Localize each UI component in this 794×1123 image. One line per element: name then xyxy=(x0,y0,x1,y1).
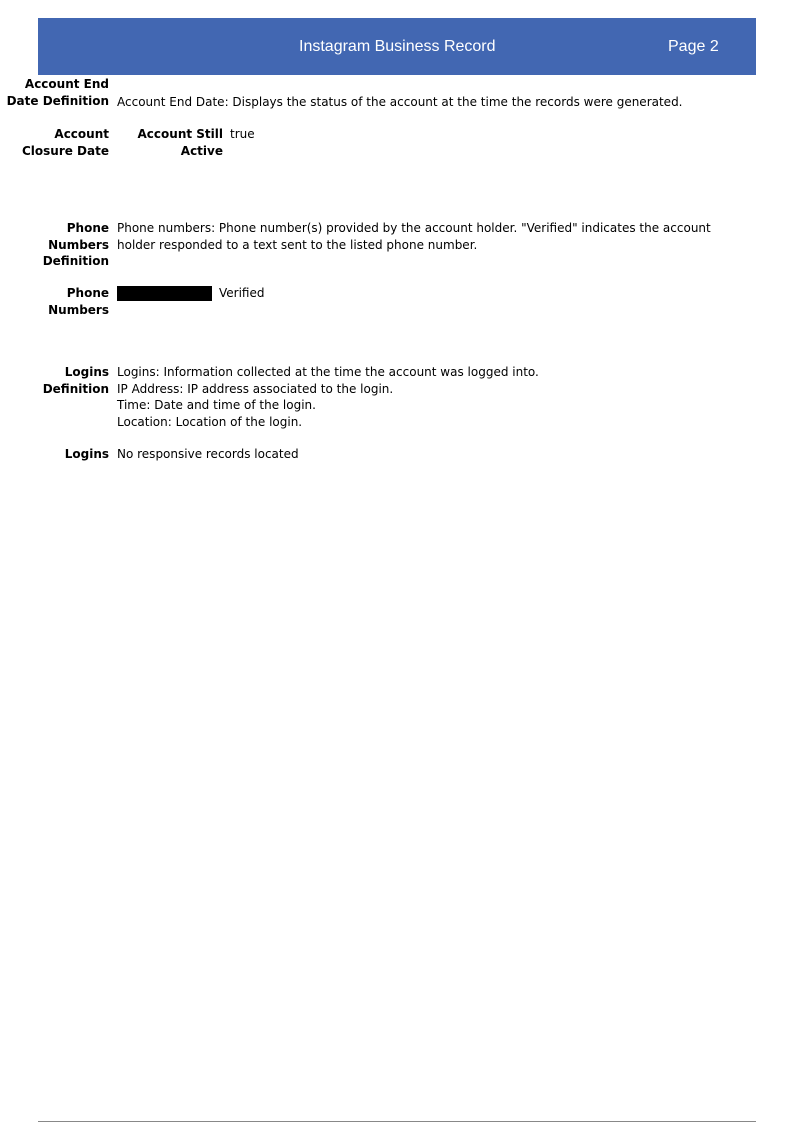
phone-numbers-definition-label: Phone Numbers Definition xyxy=(42,221,109,269)
logins-definition-line: Location: Location of the login. xyxy=(117,415,303,430)
account-end-date-definition-text: Account End Date: Displays the status of the account at the time the records were generated. xyxy=(117,95,683,109)
logins-definition-label: Logins Definition xyxy=(42,365,109,396)
logins-value: No responsive records located xyxy=(117,447,299,461)
account-closure-date-label: Account Closure Date xyxy=(21,127,109,158)
logins-definition-line: IP Address: IP address associated to the login. xyxy=(117,381,394,396)
phone-numbers-definition-text: Phone numbers: Phone number(s) provided by the account holder. "Verified" indicates the account holder responded to a text sent to the listed phone number. xyxy=(117,221,711,252)
redacted-phone-number xyxy=(117,286,212,301)
phone-verified-status: Verified xyxy=(219,286,265,300)
footer-divider xyxy=(38,1121,756,1122)
logins-label: Logins xyxy=(64,447,109,461)
record-header xyxy=(38,18,756,75)
page-number: Page 2 xyxy=(668,38,719,55)
logins-definition-line: Logins: Information collected at the time the account was logged into. xyxy=(117,365,539,379)
account-end-date-definition-label: Account End Date Definition xyxy=(6,77,109,108)
record-title: Instagram Business Record xyxy=(299,38,496,55)
logins-definition-text xyxy=(117,364,539,431)
account-still-active-label: Account Still Active xyxy=(137,127,223,158)
logins-definition-line: Time: Date and time of the login. xyxy=(117,398,316,413)
phone-numbers-label: Phone Numbers xyxy=(48,286,109,317)
account-still-active-value: true xyxy=(230,127,255,141)
